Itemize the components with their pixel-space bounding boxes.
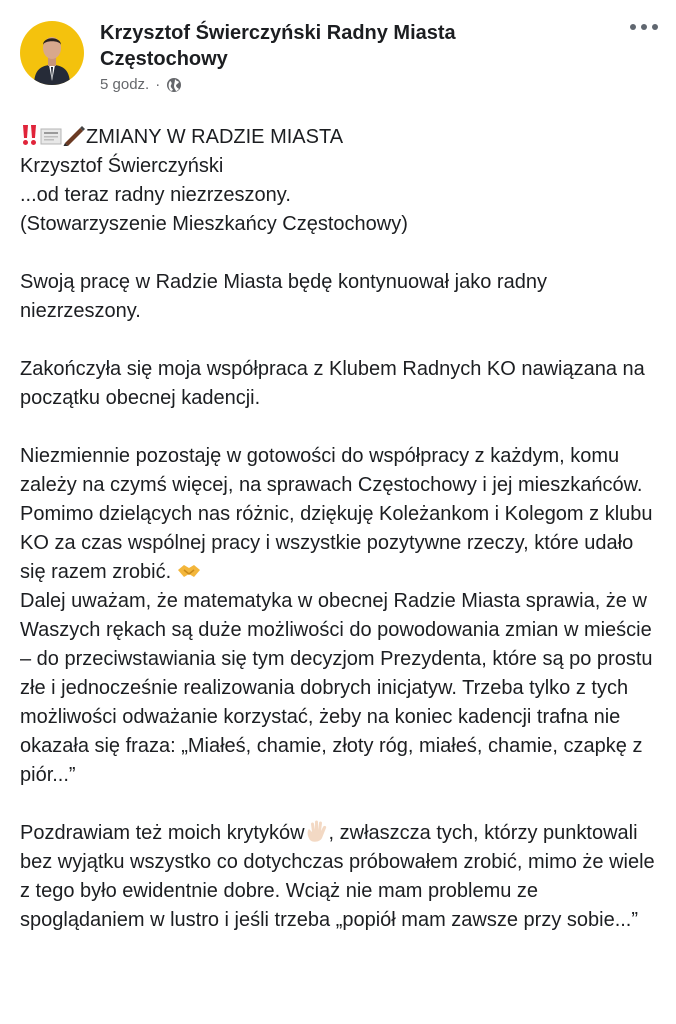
post-paragraph: Pozdrawiam też moich krytyków , zwłaszcza tych, którzy punktowali bez wyjątku wszystko co dotychczas próbowałem zrobić, mimo że wiele z tego było ewidentnie dobre. Wciąż nie mam problemu ze spoglądaniem w lustro i jeśli trzeba „popiół mam zawsze przy sobie...” — [20, 822, 655, 931]
double-exclamation-icon — [20, 124, 40, 146]
post-paragraph: Dalej uważam, że matematyka w obecnej Radzie Miasta sprawia, że w Waszych rękach są duże możliwości do powodowania zmian w mieście – do przeciwstawiania się tym decyzjom Prezydenta, które są po prostu złe i jednocześnie realizowania dobrych inicjatyw. Trzeba tylko z tych możliwości odważanie korzystać, żeby na koniec kadencji trafna nie okazała się fraza: „Miałeś, chamie, złoty róg, miałeś, chamie, czapkę z piór...” — [20, 590, 653, 786]
post-paragraph: Zakończyła się moja współpraca z Klubem Radnych KO nawiązana na początku obecnej kadencji. — [20, 358, 645, 409]
globe-icon — [166, 77, 182, 93]
author-avatar[interactable] — [20, 21, 84, 85]
post-text — [20, 123, 660, 935]
meta-separator: · — [155, 76, 161, 93]
post-paragraph: Niezmiennie pozostaję w gotowości do współpracy z każdym, komu zależy na czymś więcej, na sprawach Częstochowy i jej mieszkańców. — [20, 445, 643, 496]
newspaper-icon — [40, 126, 62, 146]
post-timestamp[interactable]: 5 godz. — [100, 76, 150, 93]
more-options-button[interactable] — [630, 24, 658, 30]
post-meta — [100, 76, 570, 93]
pen-icon — [62, 124, 86, 146]
post-line: ...od teraz radny niezrzeszony. — [20, 184, 291, 206]
waving-hand-icon — [305, 820, 329, 842]
author-name[interactable]: Krzysztof Świerczyński Radny Miasta Częstochowy — [100, 22, 456, 70]
post-headline: ZMIANY W RADZIE MIASTA — [20, 123, 660, 152]
ellipsis-icon — [630, 24, 636, 30]
post-paragraph: Pomimo dzielących nas różnic, dziękuję Koleżankom i Kolegom z klubu KO za czas wspólnej pracy i wszystkie pozytywne rzeczy, które udało się razem zrobić. — [20, 503, 653, 583]
handshake-icon — [177, 561, 201, 581]
post-header — [20, 18, 658, 93]
post-paragraph: Swoją pracę w Radzie Miasta będę kontynuował jako radny niezrzeszony. — [20, 271, 547, 322]
post-line: Krzysztof Świerczyński — [20, 155, 224, 177]
person-icon — [20, 21, 84, 85]
post-line: (Stowarzyszenie Mieszkańcy Częstochowy) — [20, 213, 408, 235]
